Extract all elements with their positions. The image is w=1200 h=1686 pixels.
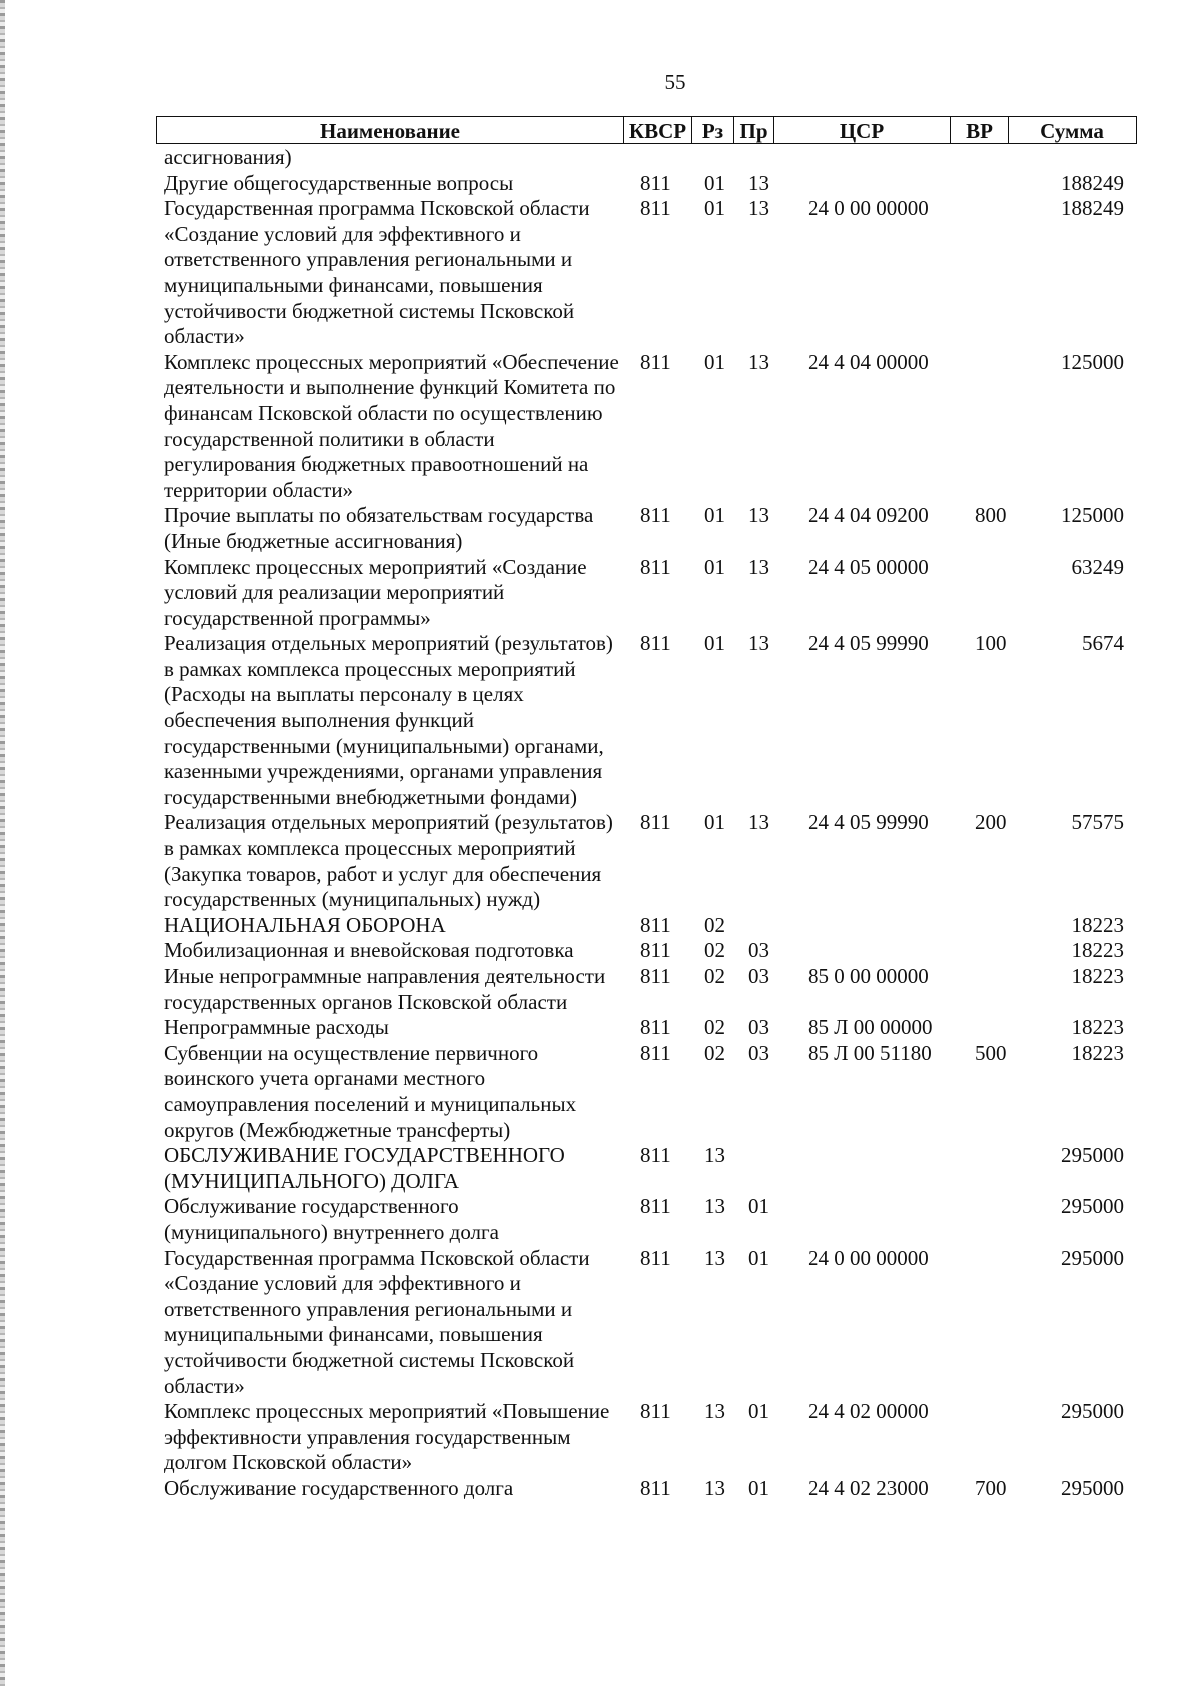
kvsr-cell: 811 bbox=[640, 631, 671, 656]
sum-cell: 125000 bbox=[1061, 503, 1124, 528]
pr-cell: 03 bbox=[748, 938, 769, 963]
sum-cell: 295000 bbox=[1061, 1143, 1124, 1168]
rz-cell: 01 bbox=[704, 170, 725, 195]
row-name: Мобилизационная и вневойсковая подготовка bbox=[164, 938, 574, 963]
table-row bbox=[0, 1015, 1200, 1041]
sum-cell: 18223 bbox=[1071, 964, 1124, 988]
sum-cell: 18223 bbox=[1071, 1015, 1124, 1040]
rz-cell: 02 bbox=[704, 1040, 725, 1065]
table-row bbox=[0, 1194, 1200, 1245]
sum-cell: 57575 bbox=[1071, 810, 1124, 835]
sum-cell: 295000 bbox=[1061, 1245, 1124, 1270]
pr-cell: 03 bbox=[748, 964, 769, 988]
rz-cell: 13 bbox=[704, 1399, 725, 1424]
csr-cell: 24 4 05 99990 bbox=[808, 631, 929, 656]
kvsr-cell: 811 bbox=[640, 912, 671, 937]
table-row bbox=[0, 1246, 1200, 1400]
sum-cell: 295000 bbox=[1061, 1194, 1124, 1219]
rz-cell: 01 bbox=[704, 349, 725, 374]
sum-cell: 18223 bbox=[1071, 912, 1124, 937]
page-number: 55 bbox=[664, 70, 686, 94]
rz-cell: 13 bbox=[704, 1245, 725, 1270]
table-row bbox=[0, 1476, 1200, 1502]
table-row bbox=[0, 631, 1200, 810]
table-row bbox=[0, 350, 1200, 504]
rz-cell: 02 bbox=[704, 938, 725, 963]
sum-cell: 18223 bbox=[1071, 938, 1124, 963]
row-name: Реализация отдельных мероприятий (результатов) в рамках комплекса процессных мероприятий (Расходы на выплаты персоналу в целях обеспечения выполнения функций государственными (муниципальными) органами, казенными учреждениями, органами управления государственными внебюджетными фондами) bbox=[164, 631, 613, 809]
header-sum: Сумма bbox=[1040, 119, 1104, 143]
kvsr-cell: 811 bbox=[640, 196, 671, 221]
kvsr-cell: 811 bbox=[640, 1475, 671, 1500]
kvsr-cell: 811 bbox=[640, 810, 671, 835]
pr-cell: 13 bbox=[748, 196, 769, 221]
kvsr-cell: 811 bbox=[640, 964, 671, 988]
pr-cell: 01 bbox=[748, 1194, 769, 1219]
kvsr-cell: 811 bbox=[640, 1194, 671, 1219]
vr-cell: 800 bbox=[975, 503, 1007, 528]
csr-cell: 24 4 04 00000 bbox=[808, 349, 929, 374]
table-body bbox=[0, 145, 1200, 1501]
table-row bbox=[0, 171, 1200, 197]
pr-cell: 01 bbox=[748, 1245, 769, 1270]
rz-cell: 02 bbox=[704, 964, 725, 988]
row-name: Государственная программа Псковской области «Создание условий для эффективного и ответственного управления региональными и муниципальными финансами, повышения устойчивости бюджетной системы Псковской области» bbox=[164, 196, 590, 349]
kvsr-cell: 811 bbox=[640, 1015, 671, 1040]
header-pr: Пр bbox=[734, 117, 774, 143]
vr-cell: 500 bbox=[975, 1040, 1007, 1065]
pr-cell: 01 bbox=[748, 1399, 769, 1424]
header-vr: ВР bbox=[951, 117, 1009, 143]
header-name: Наименование bbox=[157, 117, 624, 143]
csr-cell: 24 4 02 00000 bbox=[808, 1399, 929, 1424]
kvsr-cell: 811 bbox=[640, 1040, 671, 1065]
sum-cell: 188249 bbox=[1061, 196, 1124, 221]
table-row bbox=[0, 1143, 1200, 1194]
rz-cell: 01 bbox=[704, 631, 725, 656]
pr-cell: 03 bbox=[748, 1040, 769, 1065]
row-name: Субвенции на осуществление первичного воинского учета органами местного самоуправления поселений и муниципальных округов (Межбюджетные трансферты) bbox=[164, 1040, 577, 1142]
sum-cell: 5674 bbox=[1082, 631, 1124, 656]
kvsr-cell: 811 bbox=[640, 938, 671, 963]
row-name: Иные непрограммные направления деятельности государственных органов Псковской области bbox=[164, 964, 606, 1014]
csr-cell: 24 4 04 09200 bbox=[808, 503, 929, 528]
sum-cell: 295000 bbox=[1061, 1475, 1124, 1500]
pr-cell: 13 bbox=[748, 349, 769, 374]
rz-cell: 01 bbox=[704, 554, 725, 579]
row-name: Государственная программа Псковской области «Создание условий для эффективного и ответственного управления региональными и муниципальными финансами, повышения устойчивости бюджетной системы Псковской области» bbox=[164, 1245, 590, 1398]
sum-cell: 63249 bbox=[1071, 554, 1124, 579]
csr-cell: 24 4 05 00000 bbox=[808, 554, 929, 579]
csr-cell: 85 0 00 00000 bbox=[808, 964, 929, 988]
header-kvsr: КВСР bbox=[624, 117, 692, 143]
kvsr-cell: 811 bbox=[640, 503, 671, 528]
kvsr-cell: 811 bbox=[640, 1399, 671, 1424]
row-name: НАЦИОНАЛЬНАЯ ОБОРОНА bbox=[164, 912, 446, 937]
table-row bbox=[0, 1041, 1200, 1143]
kvsr-cell: 811 bbox=[640, 1143, 671, 1168]
rz-cell: 13 bbox=[704, 1194, 725, 1219]
kvsr-cell: 811 bbox=[640, 1245, 671, 1270]
kvsr-cell: 811 bbox=[640, 349, 671, 374]
pr-cell: 01 bbox=[748, 1475, 769, 1500]
row-name: Комплекс процессных мероприятий «Создание условий для реализации мероприятий государственной программы» bbox=[164, 554, 587, 630]
rz-cell: 01 bbox=[704, 196, 725, 221]
rz-cell: 13 bbox=[704, 1475, 725, 1500]
kvsr-cell: 811 bbox=[640, 170, 671, 195]
table-row bbox=[0, 938, 1200, 964]
table-row bbox=[0, 145, 1200, 171]
rz-cell: 01 bbox=[704, 503, 725, 528]
table-row bbox=[0, 196, 1200, 350]
table-row bbox=[0, 964, 1200, 1015]
table-row bbox=[0, 810, 1200, 912]
row-name: Прочие выплаты по обязательствам государства (Иные бюджетные ассигнования) bbox=[164, 503, 594, 553]
pr-cell: 03 bbox=[748, 1015, 769, 1040]
pr-cell: 13 bbox=[748, 554, 769, 579]
sum-cell: 295000 bbox=[1061, 1399, 1124, 1424]
row-name: Обслуживание государственного (муниципального) внутреннего долга bbox=[164, 1194, 499, 1244]
table-row bbox=[0, 503, 1200, 554]
pr-cell: 13 bbox=[748, 810, 769, 835]
vr-cell: 700 bbox=[975, 1475, 1007, 1500]
csr-cell: 85 Л 00 00000 bbox=[808, 1015, 933, 1040]
csr-cell: 85 Л 00 51180 bbox=[808, 1040, 932, 1065]
table-row bbox=[0, 1399, 1200, 1476]
rz-cell: 02 bbox=[704, 1015, 725, 1040]
row-name: ассигнования) bbox=[164, 145, 292, 169]
csr-cell: 24 4 05 99990 bbox=[808, 810, 929, 835]
csr-cell: 24 0 00 00000 bbox=[808, 196, 929, 221]
header-csr: ЦСР bbox=[774, 117, 951, 143]
row-name: ОБСЛУЖИВАНИЕ ГОСУДАРСТВЕННОГО (МУНИЦИПАЛЬНОГО) ДОЛГА bbox=[164, 1143, 565, 1193]
table-row bbox=[0, 913, 1200, 939]
sum-cell: 125000 bbox=[1061, 349, 1124, 374]
row-name: Непрограммные расходы bbox=[164, 1015, 389, 1040]
rz-cell: 02 bbox=[704, 912, 725, 937]
row-name: Обслуживание государственного долга bbox=[164, 1475, 514, 1500]
table-header bbox=[156, 116, 1137, 144]
pr-cell: 13 bbox=[748, 170, 769, 195]
row-name: Реализация отдельных мероприятий (результатов) в рамках комплекса процессных мероприятий (Закупка товаров, работ и услуг для обеспечения государственных (муниципальных) нужд) bbox=[164, 810, 613, 912]
sum-cell: 18223 bbox=[1071, 1040, 1124, 1065]
header-rz: Рз bbox=[692, 117, 734, 143]
row-name: Комплекс процессных мероприятий «Повышение эффективности управления государственным долгом Псковской области» bbox=[164, 1399, 610, 1475]
row-name: Комплекс процессных мероприятий «Обеспечение деятельности и выполнение функций Комитета по финансам Псковской области по осуществлению государственной политики в области регулирования бюджетных правоотношений на территории области» bbox=[164, 349, 619, 502]
csr-cell: 24 0 00 00000 bbox=[808, 1245, 929, 1270]
pr-cell: 13 bbox=[748, 631, 769, 656]
csr-cell: 24 4 02 23000 bbox=[808, 1475, 929, 1500]
pr-cell: 13 bbox=[748, 503, 769, 528]
kvsr-cell: 811 bbox=[640, 554, 671, 579]
vr-cell: 100 bbox=[975, 631, 1007, 656]
rz-cell: 01 bbox=[704, 810, 725, 835]
row-name: Другие общегосударственные вопросы bbox=[164, 170, 514, 195]
rz-cell: 13 bbox=[704, 1143, 725, 1168]
vr-cell: 200 bbox=[975, 810, 1007, 835]
table-row bbox=[0, 555, 1200, 632]
sum-cell: 188249 bbox=[1061, 170, 1124, 195]
